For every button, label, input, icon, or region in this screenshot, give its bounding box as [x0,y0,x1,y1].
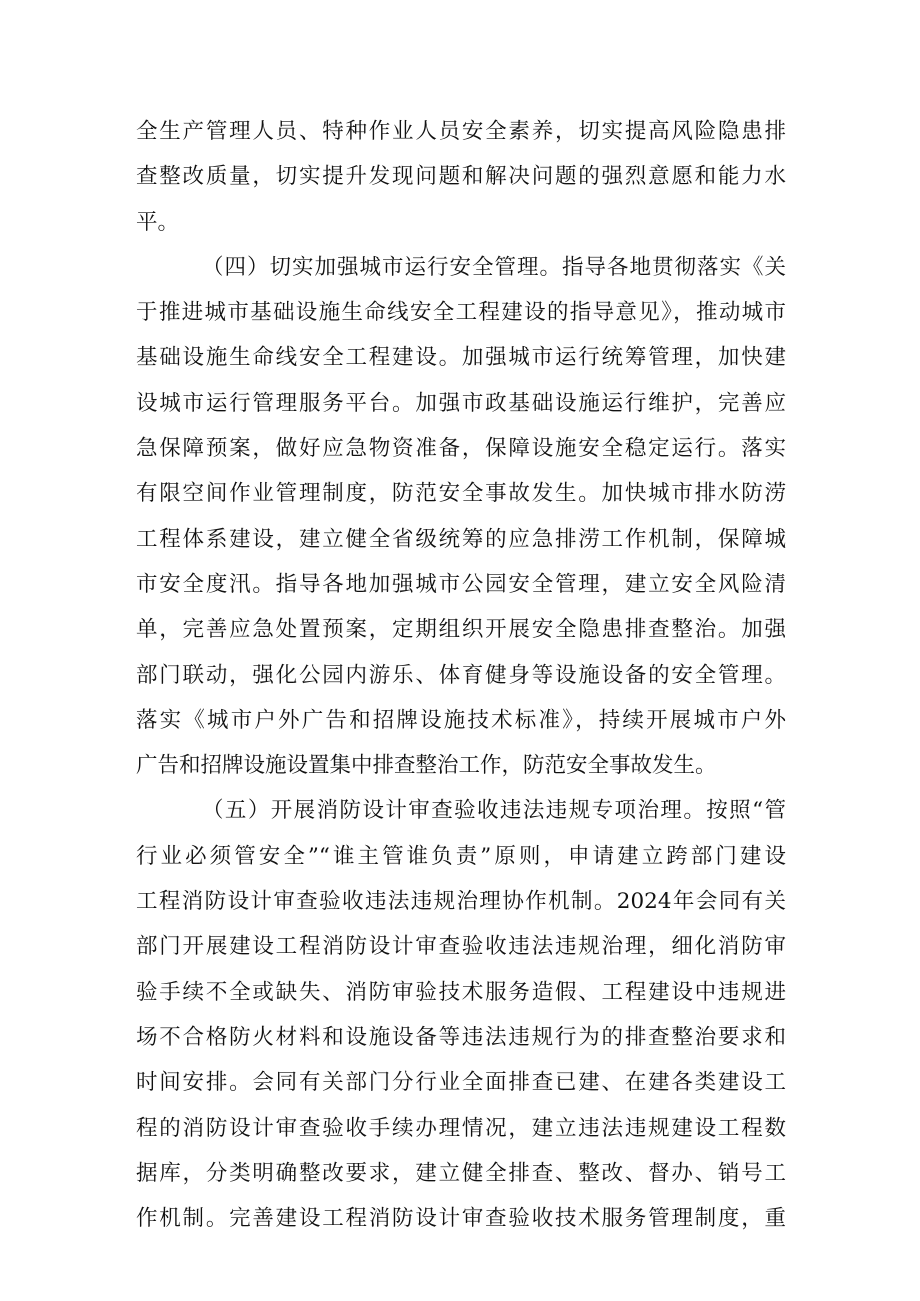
text-line: 全生产管理人员、特种作业人员安全素养，切实提高风险隐患排 [136,119,786,144]
text-line: 设城市运行管理服务平台。加强市政基础设施运行维护，完善应 [136,390,786,416]
body-text [136,109,786,1241]
text-line: 广告和招牌设施设置集中排查整治工作，防范安全事故发生。 [136,753,717,779]
text-line: 程的消防设计审查验收手续办理情况，建立违法违规建设工程数 [136,1115,786,1141]
section-heading-5: （五）开展消防设计审查验收违法违规专项治理。按照“管 [202,798,786,824]
text-line: 于推进城市基础设施生命线安全工程建设的指导意见》，推动城市 [136,300,786,326]
text-line: 时间安排。会同有关部门分行业全面排查已建、在建各类建设工 [136,1070,786,1096]
text-line: 部门开展建设工程消防设计审查验收违法违规治理，细化消防审 [136,934,786,960]
text-line: 据库，分类明确整改要求，建立健全排查、整改、督办、销号工 [136,1160,786,1186]
text-line: 行业必须管安全”“谁主管谁负责”原则，申请建立跨部门建设 [136,843,786,869]
text-line: 平。 [136,209,180,235]
text-line: 基础设施生命线安全工程建设。加强城市运行统筹管理，加快建 [136,345,786,371]
text-line: 场不合格防火材料和设施设备等违法违规行为的排查整治要求和 [136,1024,786,1050]
text-line: 工程消防设计审查验收违法违规治理协作机制。2024年会同有关 [136,889,786,915]
text-line: 市安全度汛。指导各地加强城市公园安全管理，建立安全风险清 [136,571,786,597]
text-line: 落实《城市户外广告和招牌设施技术标准》，持续开展城市户外 [136,707,786,733]
text-line: 有限空间作业管理制度，防范安全事故发生。加快城市排水防涝 [136,481,786,507]
section-heading-4: （四）切实加强城市运行安全管理。指导各地贯彻落实《关 [202,254,786,280]
text-line: 查整改质量，切实提升发现问题和解决问题的强烈意愿和能力水 [136,164,786,190]
text-line: 工程体系建设，建立健全省级统筹的应急排涝工作机制，保障城 [136,526,786,552]
text-line: 单，完善应急处置预案，定期组织开展安全隐患排查整治。加强 [136,617,786,643]
text-line: 作机制。完善建设工程消防设计审查验收技术服务管理制度，重 [136,1206,786,1232]
text-line: 部门联动，强化公园内游乐、体育健身等设施设备的安全管理。 [136,662,786,688]
text-line: 急保障预案，做好应急物资准备，保障设施安全稳定运行。落实 [136,436,786,462]
text-line: 验手续不全或缺失、消防审验技术服务造假、工程建设中违规进 [136,979,786,1005]
